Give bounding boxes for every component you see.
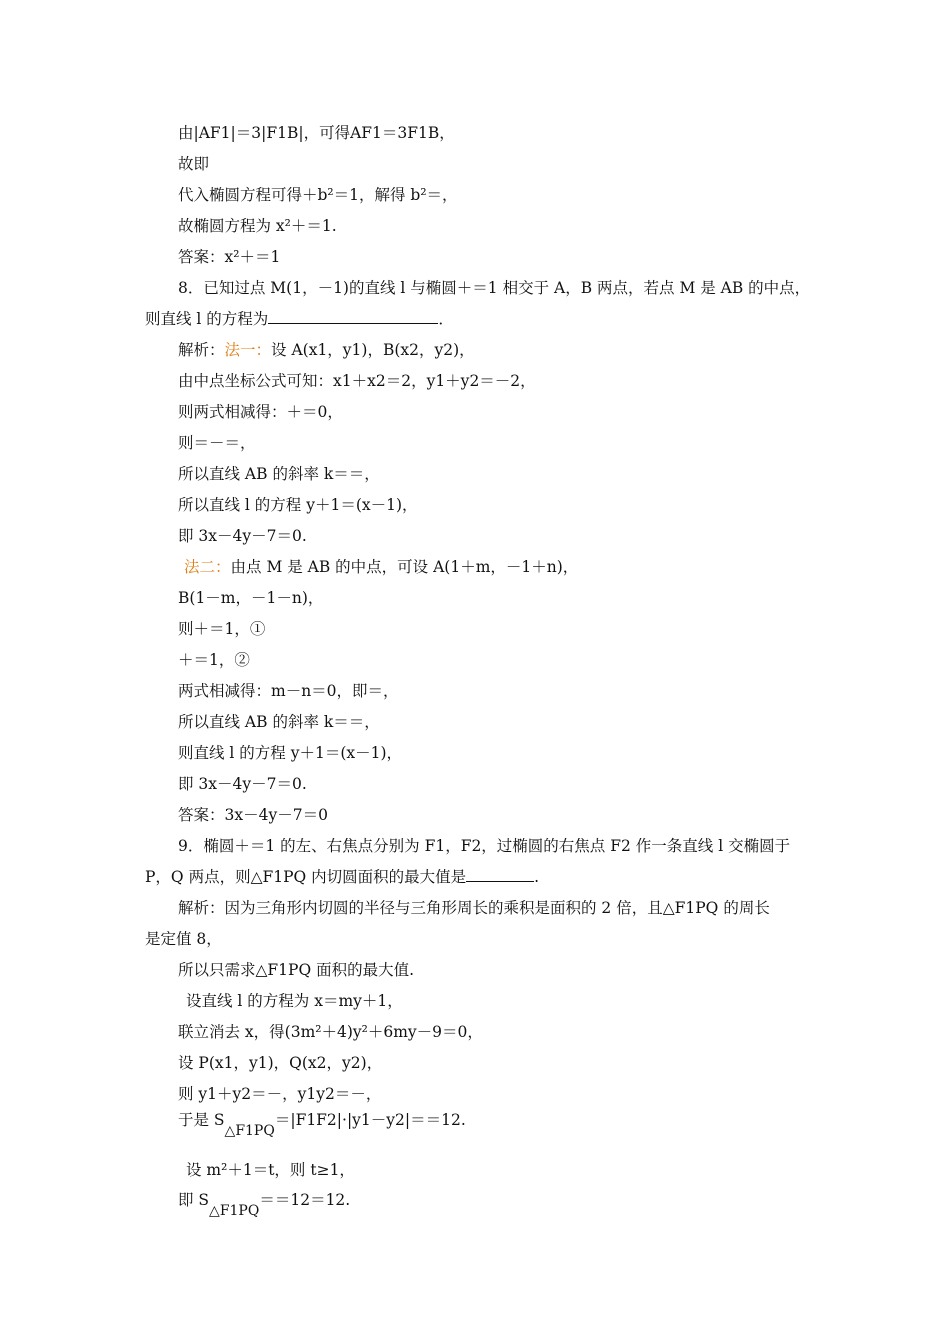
question-text: P，Q 两点，则△F1PQ 内切圆面积的最大值是	[145, 868, 467, 886]
text-line: 故椭圆方程为 x²＋＝1.	[178, 217, 337, 235]
method-two-line	[184, 557, 578, 577]
answer-blank	[268, 309, 438, 324]
text-line: 所以直线 l 的方程 y＋1＝(x－1)，	[178, 496, 418, 514]
text-line: 所以直线 AB 的斜率 k＝＝，	[178, 713, 380, 731]
text-line: 设直线 l 的方程为 x＝my＋1，	[186, 992, 403, 1010]
area-subscript: △F1PQ	[224, 1123, 275, 1139]
solution-text: 由点 M 是 AB 的中点，可设 A(1＋m，－1＋n)，	[230, 558, 579, 576]
question-text: 则直线 l 的方程为	[145, 310, 269, 328]
text-line: 是定值 8，	[145, 930, 222, 948]
formula-prefix: 即 S	[178, 1191, 210, 1209]
solution-line: 解析：因为三角形内切圆的半径与三角形周长的乘积是面积的 2 倍，且△F1PQ 的周长	[178, 899, 770, 917]
formula-text: ＝＝12＝12.	[259, 1191, 351, 1209]
solution-label: 解析：	[178, 341, 225, 359]
method-two-label: 法二：	[184, 558, 231, 576]
text-line: 由中点坐标公式可知：x1＋x2＝2，y1＋y2＝－2，	[178, 372, 536, 390]
question-8-line-1: 8．已知过点 M(1，－1)的直线 l 与椭圆＋＝1 相交于 A，B 两点，若点 M 是 AB 的中点，	[178, 279, 811, 297]
text-line: 设 m²＋1＝t，则 t≥1，	[186, 1161, 355, 1179]
answer-line: 答案：x²＋＝1	[178, 248, 281, 266]
text-line: B(1－m，－1－n)，	[178, 589, 324, 607]
text-line: 所以只需求△F1PQ 面积的最大值.	[178, 961, 415, 979]
question-8-line-2	[145, 309, 454, 329]
question-text: .	[534, 868, 540, 886]
text-line: ＋＝1，②	[178, 651, 250, 669]
text-line: 两式相减得：m－n＝0，即＝，	[178, 682, 399, 700]
text-line: 故即	[178, 155, 210, 173]
question-9-line-2	[145, 867, 539, 887]
solution-text: 设 A(x1，y1)，B(x2，y2)，	[271, 341, 475, 359]
text-line: 即 3x－4y－7＝0.	[178, 775, 307, 793]
question-9-line-1: 9．椭圆＋＝1 的左、右焦点分别为 F1，F2，过椭圆的右焦点 F2 作一条直线 l 交椭圆于	[178, 837, 791, 855]
question-text: ．	[438, 310, 454, 328]
method-one-label: 法一：	[224, 341, 272, 359]
formula-prefix: 于是 S	[178, 1111, 225, 1129]
answer-line: 答案：3x－4y－7＝0	[178, 806, 328, 824]
text-line: 则＋＝1，①	[178, 620, 266, 638]
text-line: 所以直线 AB 的斜率 k＝＝，	[178, 465, 380, 483]
text-line: 即 3x－4y－7＝0.	[178, 527, 307, 545]
area-formula-line	[178, 1110, 466, 1139]
text-line: 则 y1＋y2＝－，y1y2＝－，	[178, 1085, 382, 1103]
text-line: 由|AF1|＝3|F1B|，可得AF1＝3F1B，	[178, 124, 455, 142]
area-formula-line	[178, 1190, 351, 1219]
solution-line	[178, 340, 475, 360]
text-line: 则＝－＝，	[178, 434, 256, 452]
area-subscript: △F1PQ	[209, 1203, 260, 1219]
text-line: 联立消去 x，得(3m²＋4)y²＋6my－9＝0，	[178, 1023, 483, 1041]
formula-text: ＝|F1F2|·|y1－y2|＝＝12.	[274, 1111, 466, 1129]
text-line: 则直线 l 的方程 y＋1＝(x－1)，	[178, 744, 403, 762]
answer-blank	[466, 867, 534, 882]
text-line: 则两式相减得：＋＝0，	[178, 403, 343, 421]
text-line: 代入椭圆方程可得＋b²＝1，解得 b²＝，	[178, 186, 458, 204]
text-line: 设 P(x1，y1)，Q(x2，y2)，	[178, 1054, 383, 1072]
